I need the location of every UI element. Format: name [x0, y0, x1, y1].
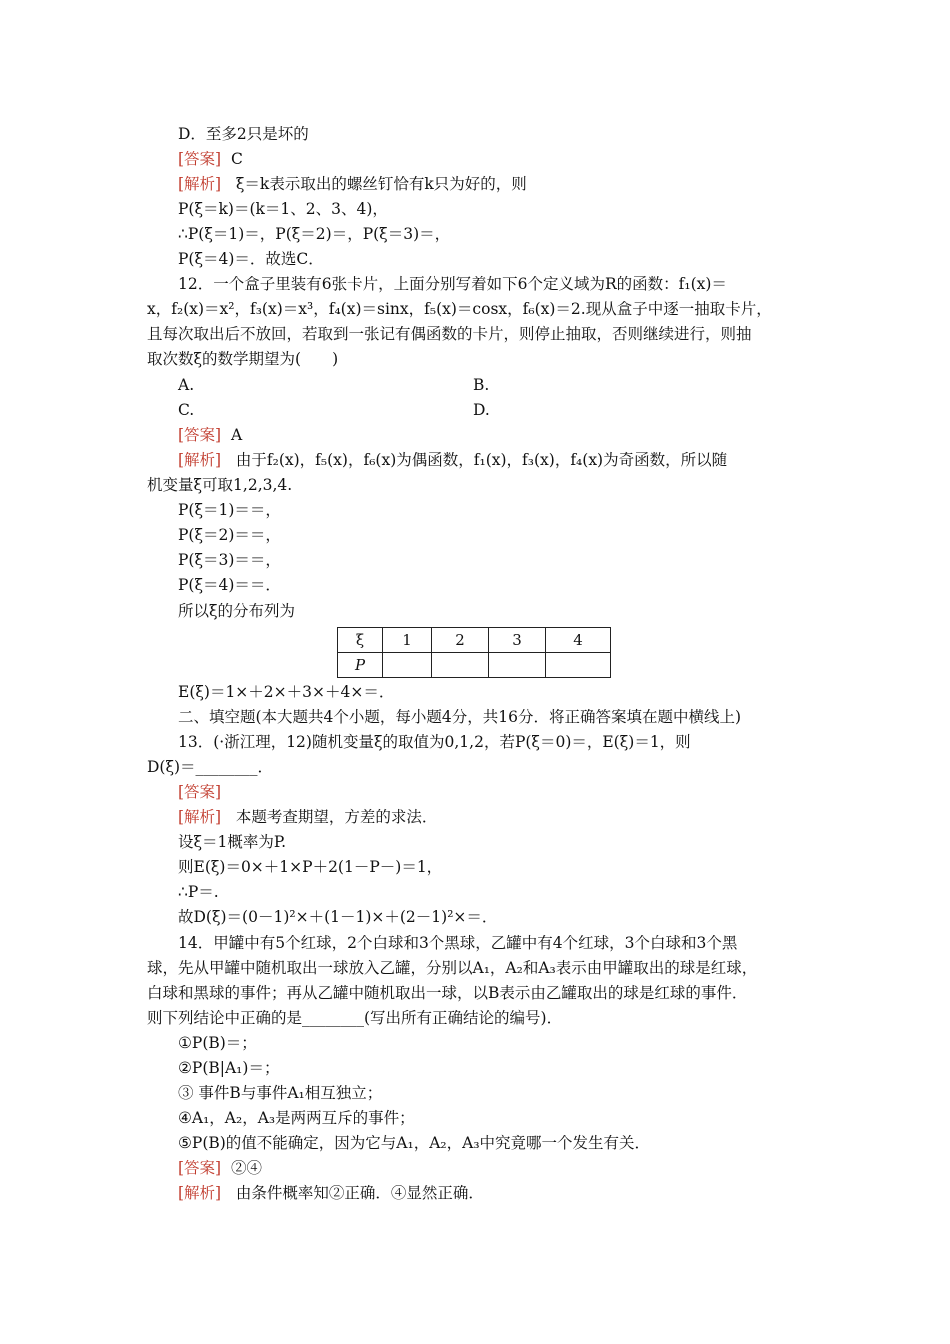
distribution-caption: 所以ξ的分布列为 — [178, 602, 296, 620]
formula-line: P(ξ＝1)＝＝， — [178, 501, 281, 519]
analysis-line — [178, 807, 437, 827]
expectation-line: E(ξ)＝1×＋2×＋3×＋4×＝． — [178, 683, 395, 701]
analysis-line — [178, 174, 527, 194]
table-cell: 3 — [489, 628, 546, 653]
answer-line — [178, 1158, 262, 1178]
analysis-line — [178, 450, 727, 470]
option-c: C. — [178, 401, 195, 419]
formula-line: 设ξ＝1概率为P. — [178, 833, 287, 851]
option-a: A. — [178, 376, 195, 394]
table-cell: 2 — [432, 628, 489, 653]
table-cell — [489, 653, 546, 678]
formula-line: 故D(ξ)＝(0－1)²×＋(1－1)×＋(2－1)²×＝． — [178, 908, 498, 926]
answer-line — [178, 149, 243, 169]
formula-line: P(ξ＝2)＝＝， — [178, 526, 281, 544]
analysis-text: ξ＝k表示取出的螺丝钉恰有k只为好的，则 — [235, 175, 527, 193]
statement-4: ④A₁，A₂，A₃是两两互斥的事件； — [178, 1109, 415, 1127]
table-cell: P — [338, 653, 383, 678]
question-13-line: D(ξ)＝________． — [147, 758, 274, 776]
question-14-line: 则下列结论中正确的是________(写出所有正确结论的编号)． — [147, 1009, 563, 1027]
question-12-line: x，f₂(x)＝x²，f₃(x)＝x³，f₄(x)＝sinx，f₅(x)＝cosx，f₆(x)＝2.现从盒子中逐一抽取卡片， — [147, 300, 772, 318]
statement-2: ②P(B|A₁)＝； — [178, 1059, 280, 1077]
table-row — [338, 653, 611, 678]
formula-line: P(ξ＝4)＝．故选C． — [178, 250, 324, 268]
answer-tag: [答案] — [178, 783, 222, 801]
question-12-line: 取次数ξ的数学期望为( ) — [147, 350, 339, 368]
answer-tag: [答案] — [178, 1159, 222, 1177]
question-12-line: 且每次取出后不放回，若取到一张记有偶函数的卡片，则停止抽取，否则继续进行，则抽 — [147, 325, 752, 343]
formula-line: ∴P＝. — [178, 883, 219, 901]
table-cell — [432, 653, 489, 678]
analysis-text: 由于f₂(x)，f₅(x)，f₆(x)为偶函数，f₁(x)，f₃(x)，f₄(x)为奇函数，所以随 — [235, 451, 728, 469]
distribution-table — [337, 627, 611, 678]
analysis-line: 机变量ξ可取1,2,3,4. — [147, 476, 293, 494]
question-14-line: 球，先从甲罐中随机取出一球放入乙罐，分别以A₁，A₂和A₃表示由甲罐取出的球是红球， — [147, 959, 758, 977]
question-14-line: 14．甲罐中有5个红球，2个白球和3个黑球，乙罐中有4个红球，3个白球和3个黑 — [178, 934, 738, 952]
statement-3: ③ 事件B与事件A₁相互独立； — [178, 1084, 383, 1102]
analysis-tag: [解析] — [178, 808, 222, 826]
question-12-line: 12．一个盒子里装有6张卡片，上面分别写着如下6个定义域为R的函数：f₁(x)＝ — [178, 275, 727, 293]
section-heading: 二、填空题(本大题共4个小题，每小题4分，共16分．将正确答案填在题中横线上) — [178, 708, 742, 726]
answer-tag: [答案] — [178, 150, 222, 168]
analysis-tag: [解析] — [178, 1184, 222, 1202]
answer-text: ②④ — [230, 1159, 262, 1177]
analysis-line — [178, 1183, 484, 1203]
option-b: B. — [473, 376, 490, 394]
formula-line: P(ξ＝4)＝＝． — [178, 576, 281, 594]
table-cell — [383, 653, 432, 678]
table-cell — [546, 653, 611, 678]
formula-line: P(ξ＝3)＝＝， — [178, 551, 281, 569]
formula-line: P(ξ＝k)＝(k＝1、2、3、4)， — [178, 200, 388, 218]
answer-tag: [答案] — [178, 426, 222, 444]
analysis-text: 由条件概率知②正确．④显然正确． — [235, 1184, 484, 1202]
statement-5: ⑤P(B)的值不能确定，因为它与A₁，A₂，A₃中究竟哪一个发生有关． — [178, 1134, 651, 1152]
table-cell: ξ — [338, 628, 383, 653]
answer-text: A — [230, 426, 243, 444]
analysis-text: 本题考查期望，方差的求法． — [235, 808, 438, 826]
table-row — [338, 628, 611, 653]
table-cell: 4 — [546, 628, 611, 653]
table-cell: 1 — [383, 628, 432, 653]
answer-line — [178, 425, 242, 445]
answer-text: C — [230, 150, 243, 168]
analysis-tag: [解析] — [178, 451, 222, 469]
option-d-line: D．至多2只是坏的 — [178, 125, 309, 143]
option-d: D. — [473, 401, 490, 419]
formula-line: ∴P(ξ＝1)＝，P(ξ＝2)＝，P(ξ＝3)＝， — [178, 225, 451, 243]
statement-1: ①P(B)＝； — [178, 1034, 257, 1052]
analysis-tag: [解析] — [178, 175, 222, 193]
formula-line: 则E(ξ)＝0×＋1×P＋2(1－P－)＝1， — [178, 858, 443, 876]
question-13-line: 13．(·浙江理，12)随机变量ξ的取值为0,1,2，若P(ξ＝0)＝，E(ξ)＝1，则 — [178, 733, 691, 751]
answer-line — [178, 782, 221, 802]
question-14-line: 白球和黑球的事件；再从乙罐中随机取出一球，以B表示由乙罐取出的球是红球的事件． — [147, 984, 748, 1002]
